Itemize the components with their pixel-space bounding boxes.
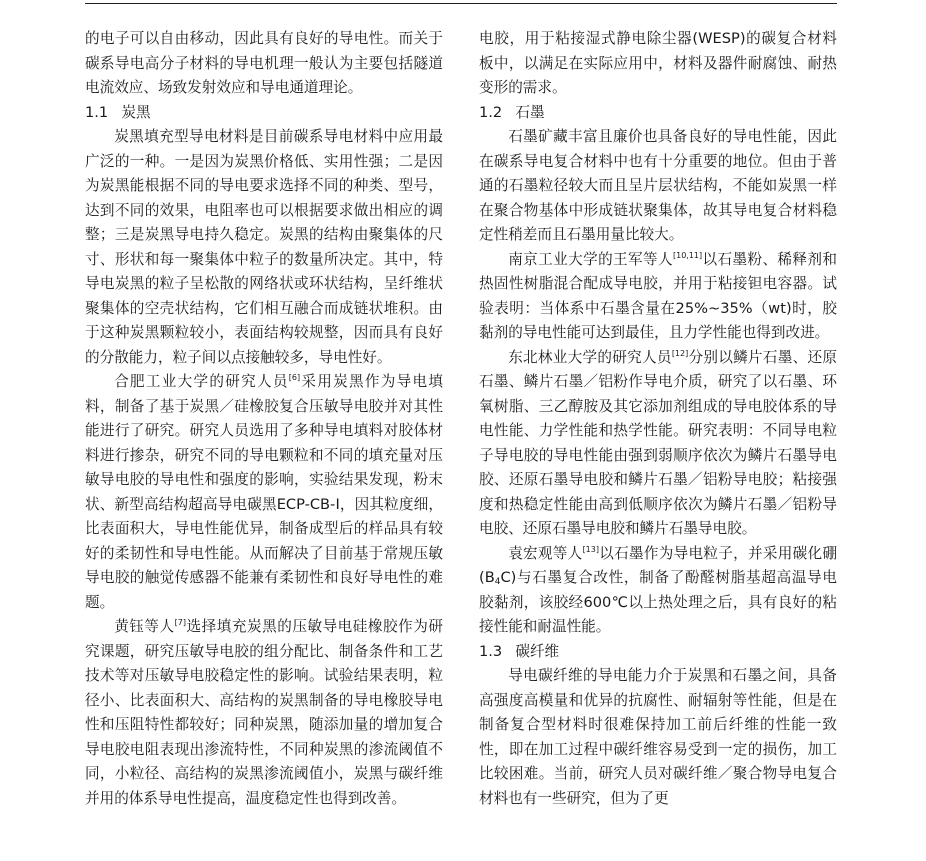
- citation-ref: [6]: [288, 373, 301, 382]
- left-column: [85, 27, 443, 811]
- text-run: C)与石墨复合改性，制备了酚醛树脂基超高温导电胶黏剂，该胶经600℃以上热处理之后，具有良好的粘接性能和耐温性能。: [479, 569, 837, 635]
- section-title: 炭黑: [121, 103, 151, 121]
- section-number: 1.3: [479, 642, 503, 660]
- section-heading-carbon-black: [85, 101, 443, 126]
- citation-ref: [7]: [174, 618, 186, 627]
- citation-ref: [12]: [671, 348, 689, 358]
- text-run: 南京工业大学的王军等人: [508, 250, 673, 268]
- right-column: [479, 27, 837, 811]
- paragraph-graphite-overview: 石墨矿藏丰富且廉价也具备良好的导电性能，因此在碳系导电复合材料中也有十分重要的地位。但由于普通的石墨粒径较大而且呈片层状结构，不能如炭黑一样在聚合物基体中形成链状聚集体，故其导电复合材料稳定性稍差而且石墨用量比较大。: [479, 128, 837, 243]
- paragraph-carbon-fiber-overview: 导电碳纤维的导电能力介于炭黑和石墨之间，具备高强度高模量和优异的抗腐性、耐辐射等性能，但是在制备复合型材料时很难保持加工前后纤维的性能一致性，即在加工过程中碳纤维容易受到一定的损伤，加工比较困难。当前，研究人员对碳纤维／聚合物导电复合材料也有一些研究，但为了更: [479, 667, 837, 807]
- header-rule: [85, 3, 837, 4]
- text-run: 选择填充炭黑的压敏导电硅橡胶作为研究课题，研究压敏导电胶的组分配比、制备条件和工艺技术等对压敏导电胶稳定性的影响。试验结果表明，粒径小、比表面积大、高结构的炭黑制备的导电橡胶导电性和压阻特性都较好；同种炭黑，随添加量的增加复合导电胶电阻表现出渗流特性，不同种炭黑的渗流阈值不同，小粒径、高结构的炭黑渗流阈值小，炭黑与碳纤维并用的体系导电性提高，温度稳定性也得到改善。: [85, 618, 443, 807]
- citation-ref: [13]: [582, 544, 599, 554]
- paragraph-carbon-black-overview: 炭黑填充型导电材料是目前碳系导电材料中应用最广泛的一种。一是因为炭黑价格低、实用性强；二是因为炭黑能根据不同的导电要求选择不同的种类、型号，达到不同的效果，电阻率也可以根据要求做出相应的调整；三是炭黑导电持久稳定。炭黑的结构由聚集体的尺寸、形状和每一聚集体中粒子的数量所决定。其中，特导电炭黑的粒子呈松散的网络状或环状结构，呈纤维状聚集体的空壳状结构，它们相互融合而成链状堆积。由于这种炭黑颗粒较小，表面结构较规整，因而具有良好的分散能力，粒子间以点接触较多，导电性好。: [85, 128, 443, 366]
- text-run: 袁宏观等人: [508, 544, 583, 562]
- subscript: 4: [494, 577, 501, 587]
- paragraph-huang-study: [85, 615, 443, 811]
- text-run: 合肥工业大学的研究人员: [114, 373, 289, 390]
- citation-ref: [10,11]: [672, 250, 703, 260]
- text-run: 以石墨粉、稀释剂和热固性树脂混合配成导电胶，并用于粘接钽电容器。试验表明：当体系中石墨含量在25%~35%（wt)时，胶黏剂的导电性能可达到最佳，且力学性能也得到改进。: [479, 250, 837, 341]
- text-run: 分别以鳞片石墨、还原石墨、鳞片石墨／铝粉作导电介质，研究了以石墨、环氧树脂、三乙醇胺及其它添加剂组成的导电胶体系的导电性能、力学性能和热学性能。研究表明：不同导电粒子导电胶的导电性能由强到弱顺序依次为鳞片石墨导电胶、还原石墨导电胶和鳞片石墨／铝粉导电胶；粘接强度和热稳定性能由高到低顺序依次为鳞片石墨／铝粉导电胶、还原石墨导电胶和鳞片石墨导电胶。: [479, 348, 837, 537]
- section-heading-graphite: [479, 101, 837, 126]
- paragraph-yuan-study: [479, 542, 837, 640]
- text-run: 采用炭黑作为导电填料，制备了基于炭黑／硅橡胶复合压敏导电胶并对其性能进行了研究。研究人员选用了多种导电填料对胶体材料进行掺杂，研究不同的导电颗粒和不同的填充量对压敏导电胶的导电性和强度的影响，实验结果发现，粉末状、新型高结构超高导电碳黑ECP-CB-Ⅰ，因其粒度细，比表面积大，导电性能优异，制备成型后的样品具有较好的柔韧性和导电性能。从而解决了目前基于常规压敏导电胶的触觉传感器不能兼有柔韧性和良好导电性的难题。: [85, 373, 443, 611]
- text-run: 黄钰等人: [114, 618, 175, 635]
- section-number: 1.1: [85, 103, 109, 121]
- paragraph-northeast-forestry-study: [479, 346, 837, 542]
- paragraph-nanjing-study: [479, 248, 837, 346]
- section-title: 石墨: [515, 103, 545, 121]
- section-heading-carbon-fiber: [479, 640, 837, 665]
- section-title: 碳纤维: [515, 642, 560, 660]
- section-number: 1.2: [479, 103, 503, 121]
- text-run: 以石墨作为导电粒子，并采用碳化硼(B: [479, 544, 837, 586]
- paragraph-conduction-mechanism: 的电子可以自由移动，因此具有良好的导电性。而关于碳系导电高分子材料的导电机理一般认为主要包括隧道电流效应、场致发射效应和导电通道理论。: [85, 30, 443, 96]
- paragraph-wesp-continuation: 电胶，用于粘接湿式静电除尘器(WESP)的碳复合材料板中，以满足在实际应用中，材料及器件耐腐蚀、耐热变形的需求。: [479, 30, 837, 96]
- paragraph-hefei-study: [85, 370, 443, 615]
- text-run: 东北林业大学的研究人员: [508, 348, 672, 366]
